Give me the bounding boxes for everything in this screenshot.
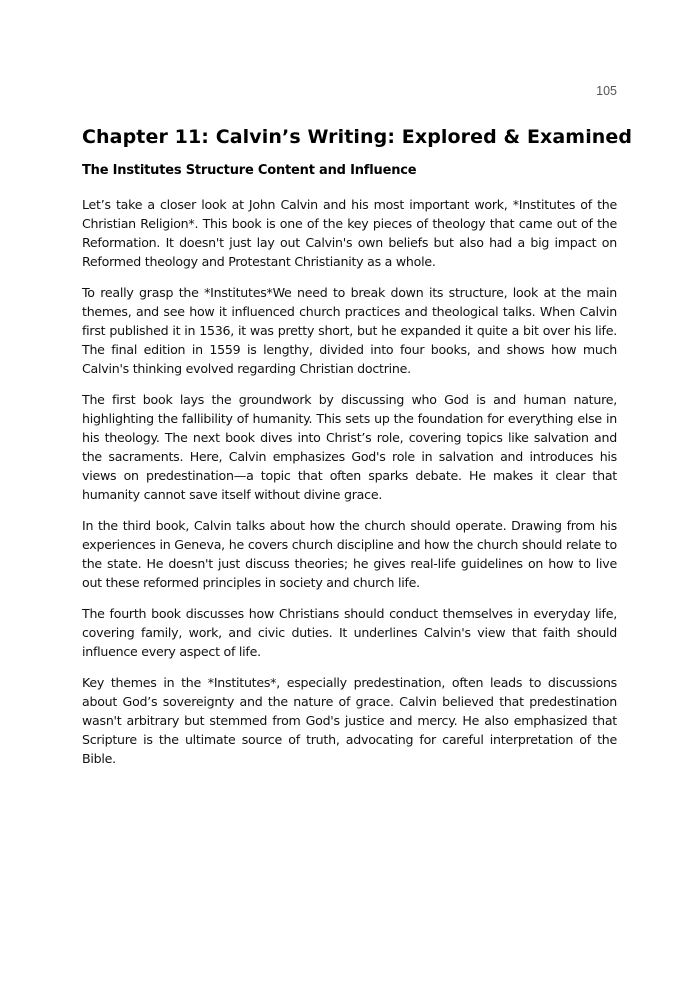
page-content bbox=[82, 124, 633, 780]
section-heading: The Institutes Structure Content and Influence bbox=[82, 163, 417, 178]
paragraph-third-book: In the third book, Calvin talks about how the church should operate. Drawing from his experiences in Geneva, he covers church discipline and how the church should relate to the state. He doesn't just discuss theories; he gives real-life guidelines on how to live out these reformed principles in society and church life. bbox=[82, 518, 617, 590]
chapter-title: Chapter 11: Calvin’s Writing: Explored & Examined bbox=[82, 126, 633, 148]
paragraph-fourth-book: The fourth book discusses how Christians should conduct themselves in everyday life, covering family, work, and civic duties. It underlines Calvin's view that faith should influence every aspect of life. bbox=[82, 606, 617, 659]
page-number: 105 bbox=[596, 84, 617, 98]
paragraph-intro: Let’s take a closer look at John Calvin and his most important work, *Institutes of the Christian Religion*. This book is one of the key pieces of theology that came out of the Reformation. It doesn't just lay out Calvin's own beliefs but also had a big impact on Reformed theology and Protestant Christianity as a whole. bbox=[82, 197, 617, 269]
paragraph-structure: To really grasp the *Institutes*We need to break down its structure, look at the main themes, and see how it influenced church practices and theological talks. When Calvin first published it in 1536, it was pretty short, but he expanded it quite a bit over his life. The final edition in 1559 is lengthy, divided into four books, and shows how much Calvin's thinking evolved regarding Christian doctrine. bbox=[82, 285, 617, 376]
paragraph-key-themes: Key themes in the *Institutes*, especially predestination, often leads to discussions about God’s sovereignty and the nature of grace. Calvin believed that predestination wasn't arbitrary but stemmed from God's justice and mercy. He also emphasized that Scripture is the ultimate source of truth, advocating for careful interpretation of the Bible. bbox=[82, 675, 617, 766]
paragraph-first-book: The first book lays the groundwork by discussing who God is and human nature, highlighting the fallibility of humanity. This sets up the foundation for everything else in his theology. The next book dives into Christ’s role, covering topics like salvation and the sacraments. Here, Calvin emphasizes God's role in salvation and introduces his views on predestination—a topic that often sparks debate. He makes it clear that humanity cannot save itself without divine grace. bbox=[82, 392, 617, 502]
